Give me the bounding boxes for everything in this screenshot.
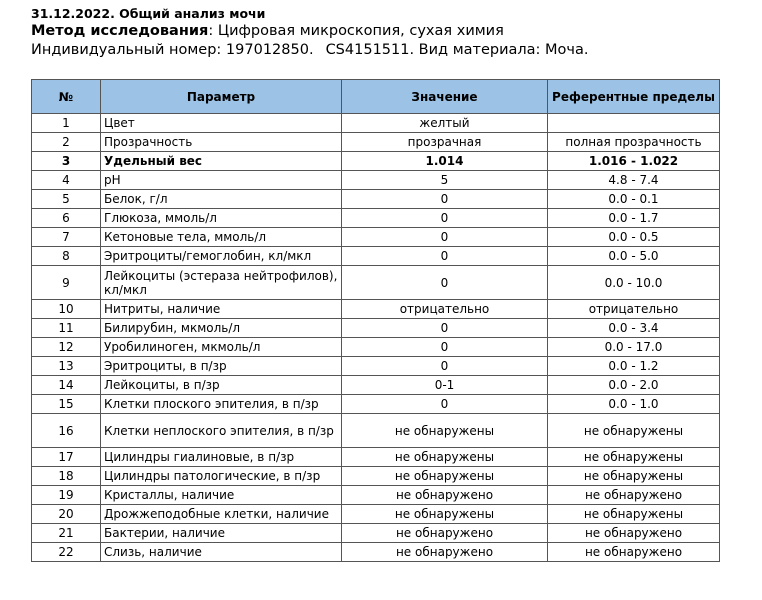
table-row bbox=[32, 228, 720, 247]
table-row bbox=[32, 357, 720, 376]
parameter-cell: Кристаллы, наличие bbox=[101, 486, 342, 505]
reference-cell: 1.016 - 1.022 bbox=[548, 152, 720, 171]
parameter-cell: Лейкоциты (эстераза нейтрофилов), кл/мкл bbox=[101, 266, 342, 300]
value-cell: 0 bbox=[342, 247, 548, 266]
parameter-cell: Глюкоза, ммоль/л bbox=[101, 209, 342, 228]
reference-cell: отрицательно bbox=[548, 300, 720, 319]
method-value: : Цифровая микроскопия, сухая химия bbox=[208, 23, 504, 39]
table-row bbox=[32, 114, 720, 133]
reference-cell: не обнаружены bbox=[548, 467, 720, 486]
parameter-cell: Билирубин, мкмоль/л bbox=[101, 319, 342, 338]
row-number-cell: 5 bbox=[32, 190, 101, 209]
table-row bbox=[32, 505, 720, 524]
reference-cell: 0.0 - 0.1 bbox=[548, 190, 720, 209]
table-row bbox=[32, 300, 720, 319]
parameter-cell: Уробилиноген, мкмоль/л bbox=[101, 338, 342, 357]
column-header-parameter: Параметр bbox=[101, 80, 342, 114]
parameter-cell: Цилиндры патологические, в п/зр bbox=[101, 467, 342, 486]
table-row bbox=[32, 319, 720, 338]
parameter-cell: Лейкоциты, в п/зр bbox=[101, 376, 342, 395]
reference-cell: 0.0 - 0.5 bbox=[548, 228, 720, 247]
table-row bbox=[32, 247, 720, 266]
individual-number: Индивидуальный номер: 197012850. bbox=[31, 42, 314, 58]
value-cell: не обнаружено bbox=[342, 524, 548, 543]
table-row bbox=[32, 543, 720, 562]
table-row bbox=[32, 486, 720, 505]
value-cell: не обнаружено bbox=[342, 486, 548, 505]
value-cell: не обнаружены bbox=[342, 414, 548, 448]
parameter-cell: Прозрачность bbox=[101, 133, 342, 152]
value-cell: 0 bbox=[342, 190, 548, 209]
reference-cell: 0.0 - 3.4 bbox=[548, 319, 720, 338]
table-row bbox=[32, 395, 720, 414]
parameter-cell: Кетоновые тела, ммоль/л bbox=[101, 228, 342, 247]
parameter-cell: Цвет bbox=[101, 114, 342, 133]
column-header-reference: Референтные пределы bbox=[548, 80, 720, 114]
row-number-cell: 7 bbox=[32, 228, 101, 247]
row-number-cell: 19 bbox=[32, 486, 101, 505]
value-cell: 0 bbox=[342, 266, 548, 300]
value-cell: не обнаружены bbox=[342, 505, 548, 524]
value-cell: не обнаружены bbox=[342, 448, 548, 467]
reference-cell bbox=[548, 114, 720, 133]
reference-cell: 0.0 - 17.0 bbox=[548, 338, 720, 357]
row-number-cell: 15 bbox=[32, 395, 101, 414]
reference-cell: не обнаружены bbox=[548, 505, 720, 524]
row-number-cell: 17 bbox=[32, 448, 101, 467]
method-line bbox=[31, 22, 589, 40]
method-label: Метод исследования bbox=[31, 23, 209, 39]
reference-cell: 0.0 - 1.2 bbox=[548, 357, 720, 376]
row-number-cell: 11 bbox=[32, 319, 101, 338]
value-cell: прозрачная bbox=[342, 133, 548, 152]
reference-cell: не обнаружено bbox=[548, 543, 720, 562]
row-number-cell: 10 bbox=[32, 300, 101, 319]
table-row bbox=[32, 376, 720, 395]
reference-cell: 0.0 - 2.0 bbox=[548, 376, 720, 395]
results-table bbox=[31, 79, 720, 562]
parameter-cell: Цилиндры гиалиновые, в п/зр bbox=[101, 448, 342, 467]
table-row bbox=[32, 524, 720, 543]
column-header-number: № bbox=[32, 80, 101, 114]
reference-cell: 0.0 - 5.0 bbox=[548, 247, 720, 266]
material-type: CS4151511. Вид материала: Моча. bbox=[325, 42, 589, 58]
reference-cell: 0.0 - 10.0 bbox=[548, 266, 720, 300]
value-cell: 0-1 bbox=[342, 376, 548, 395]
row-number-cell: 14 bbox=[32, 376, 101, 395]
column-header-value: Значение bbox=[342, 80, 548, 114]
reference-cell: не обнаружены bbox=[548, 448, 720, 467]
report-header bbox=[31, 6, 589, 59]
row-number-cell: 21 bbox=[32, 524, 101, 543]
value-cell: не обнаружено bbox=[342, 543, 548, 562]
reference-cell: не обнаружено bbox=[548, 486, 720, 505]
reference-cell: полная прозрачность bbox=[548, 133, 720, 152]
table-row bbox=[32, 209, 720, 228]
row-number-cell: 9 bbox=[32, 266, 101, 300]
value-cell: 1.014 bbox=[342, 152, 548, 171]
value-cell: 0 bbox=[342, 395, 548, 414]
value-cell: 0 bbox=[342, 228, 548, 247]
row-number-cell: 13 bbox=[32, 357, 101, 376]
parameter-cell: Нитриты, наличие bbox=[101, 300, 342, 319]
table-row bbox=[32, 266, 720, 300]
table-body bbox=[32, 114, 720, 562]
value-cell: отрицательно bbox=[342, 300, 548, 319]
row-number-cell: 16 bbox=[32, 414, 101, 448]
table-row bbox=[32, 467, 720, 486]
reference-cell: 0.0 - 1.0 bbox=[548, 395, 720, 414]
parameter-cell: Дрожжеподобные клетки, наличие bbox=[101, 505, 342, 524]
value-cell: не обнаружены bbox=[342, 467, 548, 486]
row-number-cell: 12 bbox=[32, 338, 101, 357]
parameter-cell: Белок, г/л bbox=[101, 190, 342, 209]
row-number-cell: 18 bbox=[32, 467, 101, 486]
parameter-cell: Слизь, наличие bbox=[101, 543, 342, 562]
value-cell: 0 bbox=[342, 357, 548, 376]
reference-cell: не обнаружены bbox=[548, 414, 720, 448]
row-number-cell: 1 bbox=[32, 114, 101, 133]
value-cell: 0 bbox=[342, 209, 548, 228]
report-title: 31.12.2022. Общий анализ мочи bbox=[31, 6, 266, 21]
row-number-cell: 20 bbox=[32, 505, 101, 524]
row-number-cell: 8 bbox=[32, 247, 101, 266]
parameter-cell: Клетки неплоского эпителия, в п/зр bbox=[101, 414, 342, 448]
parameter-cell: Удельный вес bbox=[101, 152, 342, 171]
table-header-row bbox=[32, 80, 720, 114]
parameter-cell: Клетки плоского эпителия, в п/зр bbox=[101, 395, 342, 414]
table-row bbox=[32, 133, 720, 152]
value-cell: желтый bbox=[342, 114, 548, 133]
parameter-cell: Эритроциты, в п/зр bbox=[101, 357, 342, 376]
row-number-cell: 6 bbox=[32, 209, 101, 228]
table-row bbox=[32, 171, 720, 190]
table-row bbox=[32, 190, 720, 209]
identification-line bbox=[31, 41, 589, 59]
table-row bbox=[32, 448, 720, 467]
table-row bbox=[32, 152, 720, 171]
row-number-cell: 4 bbox=[32, 171, 101, 190]
parameter-cell: Бактерии, наличие bbox=[101, 524, 342, 543]
row-number-cell: 22 bbox=[32, 543, 101, 562]
parameter-cell: pH bbox=[101, 171, 342, 190]
reference-cell: 4.8 - 7.4 bbox=[548, 171, 720, 190]
value-cell: 0 bbox=[342, 338, 548, 357]
value-cell: 5 bbox=[342, 171, 548, 190]
parameter-cell: Эритроциты/гемоглобин, кл/мкл bbox=[101, 247, 342, 266]
table-row bbox=[32, 414, 720, 448]
value-cell: 0 bbox=[342, 319, 548, 338]
row-number-cell: 2 bbox=[32, 133, 101, 152]
row-number-cell: 3 bbox=[32, 152, 101, 171]
reference-cell: не обнаружено bbox=[548, 524, 720, 543]
table-row bbox=[32, 338, 720, 357]
reference-cell: 0.0 - 1.7 bbox=[548, 209, 720, 228]
